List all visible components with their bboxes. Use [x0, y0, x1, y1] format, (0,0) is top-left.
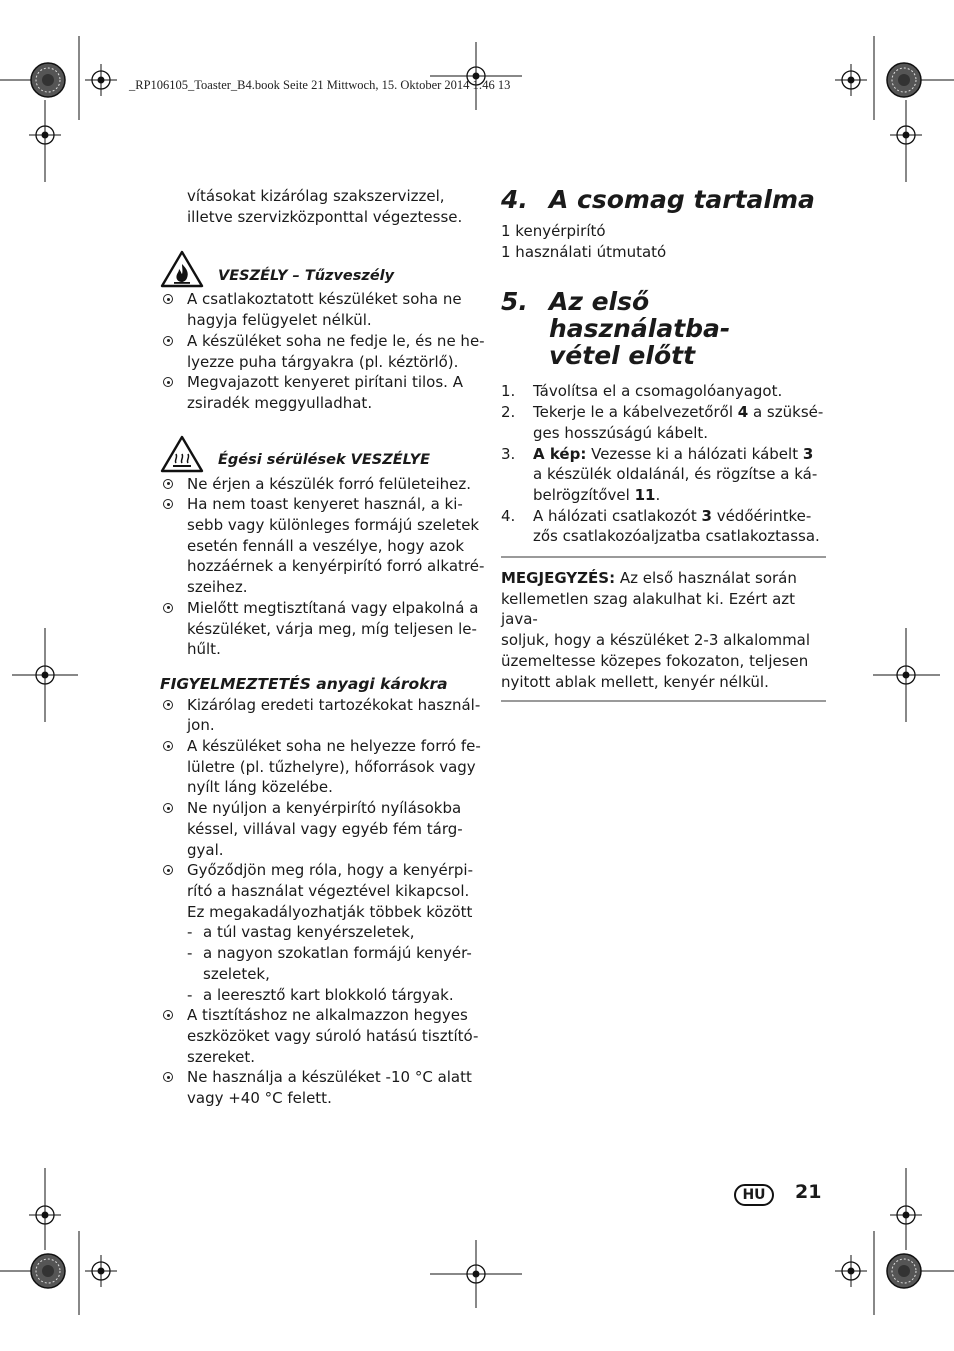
text-line: Győződjön meg róla, hogy a kenyérpi-	[187, 861, 473, 880]
text-line: szeihez.	[187, 578, 248, 597]
sub-list-item: - a leeresztő kart blokkoló tárgyak.	[187, 985, 490, 1006]
package-item: 1 használati útmutató	[501, 242, 667, 261]
bullet-icon	[163, 499, 173, 509]
section-title	[549, 288, 826, 369]
note-bottom-rule	[501, 700, 826, 702]
list-item	[160, 289, 490, 330]
step-number: 4.	[501, 506, 516, 525]
text-line: lületre (pl. tűzhelyre), hőforrások vagy	[187, 757, 476, 776]
section-title: A csomag tartalma	[549, 185, 815, 214]
text-line: lyezze puha tárgyakra (pl. kéztörlő).	[187, 352, 459, 371]
text-line: A csatlakoztatott készüléket soha ne	[187, 290, 462, 309]
setup-steps	[501, 381, 826, 547]
text-line: Távolítsa el a csomagolóanyagot.	[533, 382, 783, 401]
list-item	[160, 331, 490, 372]
text-line: illetve szervizközponttal végeztesse.	[187, 207, 463, 226]
list-item	[160, 695, 490, 736]
burn-warning-heading	[160, 434, 490, 474]
list-item	[160, 474, 490, 495]
text-line: Ha nem toast kenyeret használ, a ki-	[187, 495, 463, 514]
note-label: MEGJEGYZÉS:	[501, 569, 616, 588]
bullet-icon	[163, 803, 173, 813]
text-line: belrögzítővel 11.	[533, 485, 661, 504]
hot-surface-warning-icon	[160, 435, 204, 473]
text-line: A készüléket soha ne helyezze forró fe-	[187, 737, 481, 756]
text-line: zős csatlakozóaljzatba csatlakoztassa.	[533, 527, 820, 546]
burn-warning-list	[160, 474, 490, 660]
text-line: jon.	[187, 716, 215, 735]
fire-warning-list	[160, 289, 490, 413]
language-badge: HU	[734, 1184, 774, 1206]
text-line: kellemetlen szag alakulhat ki. Ezért azt java-	[501, 589, 796, 629]
text-line: a készülék oldalánál, és rögzítse a ká-	[533, 465, 818, 484]
sub-list-item: - a nagyon szokatlan formájú kenyér- szeletek,	[187, 943, 490, 984]
section-5-heading	[501, 288, 826, 369]
list-item	[160, 1067, 490, 1108]
text-line: gyal.	[187, 840, 224, 859]
text-line: vagy +40 °C felett.	[187, 1089, 332, 1108]
text-line: rító a használat végeztével kikapcsol.	[187, 881, 470, 900]
sub-list-item: - a túl vastag kenyérszeletek,	[187, 922, 490, 943]
text-line: a túl vastag kenyérszeletek,	[203, 923, 415, 942]
step-item	[501, 381, 826, 402]
property-warning-title: FIGYELMEZTETÉS anyagi károkra	[160, 674, 448, 693]
bullet-icon	[163, 1072, 173, 1082]
package-item: 1 kenyérpirító	[501, 222, 606, 240]
bullet-icon	[163, 865, 173, 875]
list-item	[160, 598, 490, 660]
fire-warning-heading	[160, 249, 490, 289]
text-line: Ez megakadályozhatják többek között	[187, 902, 473, 921]
text-line: MEGJEGYZÉS: Az első használat során	[501, 569, 797, 588]
fire-warning-title: VESZÉLY – Tűzveszély	[218, 268, 395, 285]
intro-text	[160, 186, 490, 227]
left-column	[160, 186, 490, 1109]
text-line: Mielőtt megtisztítaná vagy elpakolná a	[187, 598, 479, 617]
section-title-line: vétel előtt	[549, 341, 696, 371]
text-line: szeletek,	[203, 964, 270, 983]
step-item	[501, 402, 826, 443]
step-number: 2.	[501, 403, 516, 422]
text-line: nyitott ablak mellett, kenyér nélkül.	[501, 672, 769, 691]
text-line: esetén fennáll a veszélye, hogy azok	[187, 536, 465, 555]
text-line: Ne érjen a készülék forró felületeihez.	[187, 474, 472, 493]
list-item	[160, 736, 490, 798]
step-item	[501, 444, 826, 506]
burn-warning-title: Égési sérülések VESZÉLYE	[218, 452, 431, 469]
text-line: Ne nyúljon a kenyérpirító nyílásokba	[187, 799, 462, 818]
list-item	[160, 372, 490, 413]
bullet-icon	[163, 336, 173, 346]
text-line: hagyja felügyelet nélkül.	[187, 311, 372, 330]
bullet-icon	[163, 377, 173, 387]
text-line: szereket.	[187, 1047, 256, 1066]
text-line: Ne használja a készüléket -10 °C alatt	[187, 1068, 472, 1087]
list-item	[160, 494, 490, 598]
text-line: A hálózati csatlakozót 3 védőérintke-	[533, 506, 812, 525]
text-line: soljuk, hogy a készüléket 2-3 alkalommal	[501, 631, 811, 650]
property-warning-list	[160, 695, 490, 1109]
text-line: Megvajazott kenyeret pirítani tilos. A	[187, 373, 463, 392]
bullet-icon	[163, 479, 173, 489]
list-item	[160, 798, 490, 860]
section-title-line: Az első használatba-	[549, 287, 731, 344]
section-number: 4.	[501, 185, 528, 214]
bullet-icon	[163, 741, 173, 751]
text-line: nyílt láng közelébe.	[187, 778, 333, 797]
bullet-icon	[163, 603, 173, 613]
text-line: A kép: Vezesse ki a hálózati kábelt 3	[533, 444, 814, 463]
section-number: 5.	[501, 287, 528, 317]
text-line: hűlt.	[187, 640, 221, 659]
text-line: Kizárólag eredeti tartozékokat használ-	[187, 695, 481, 714]
step-item	[501, 506, 826, 547]
text-line: Tekerje le a kábelvezetőről 4 a szüksé-	[533, 403, 824, 422]
text-line: a leeresztő kart blokkoló tárgyak.	[203, 985, 454, 1004]
text-line: zsiradék meggyulladhat.	[187, 393, 373, 412]
text-line: hozzáérnek a kenyérpirító forró alkatré-	[187, 557, 485, 576]
text-line: ges hosszúságú kábelt.	[533, 423, 709, 442]
text-line: vításokat kizárólag szakszervizzel,	[187, 187, 445, 205]
fire-warning-icon	[160, 250, 204, 288]
bullet-icon	[163, 294, 173, 304]
print-file-info: _RP106105_Toaster_B4.book Seite 21 Mittwoch, 15. Oktober 2014 1:46 13	[129, 78, 511, 92]
sub-list	[187, 922, 490, 1005]
bullet-icon	[163, 1010, 173, 1020]
text-line: késsel, villával vagy egyéb fém tárg-	[187, 819, 463, 838]
page-number: 21	[795, 1181, 822, 1203]
bullet-icon	[163, 700, 173, 710]
text-line: eszközöket vagy súroló hatású tisztító-	[187, 1026, 479, 1045]
note-box	[501, 558, 826, 700]
text-line: A tisztításhoz ne alkalmazzon hegyes	[187, 1006, 468, 1025]
section-4-heading	[501, 186, 826, 213]
list-item	[160, 860, 490, 1005]
text-line: készüléket, várja meg, míg teljesen le-	[187, 619, 477, 638]
step-number: 3.	[501, 444, 516, 463]
step-number: 1.	[501, 382, 516, 401]
text-line: A készüléket soha ne fedje le, és ne he-	[187, 331, 485, 350]
text-line: sebb vagy különleges formájú szeletek	[187, 516, 480, 535]
list-item	[160, 1005, 490, 1067]
right-column	[501, 186, 826, 702]
text-line: a nagyon szokatlan formájú kenyér-	[203, 944, 472, 963]
text-line: üzemeltesse közepes fokozaton, teljesen	[501, 651, 809, 670]
